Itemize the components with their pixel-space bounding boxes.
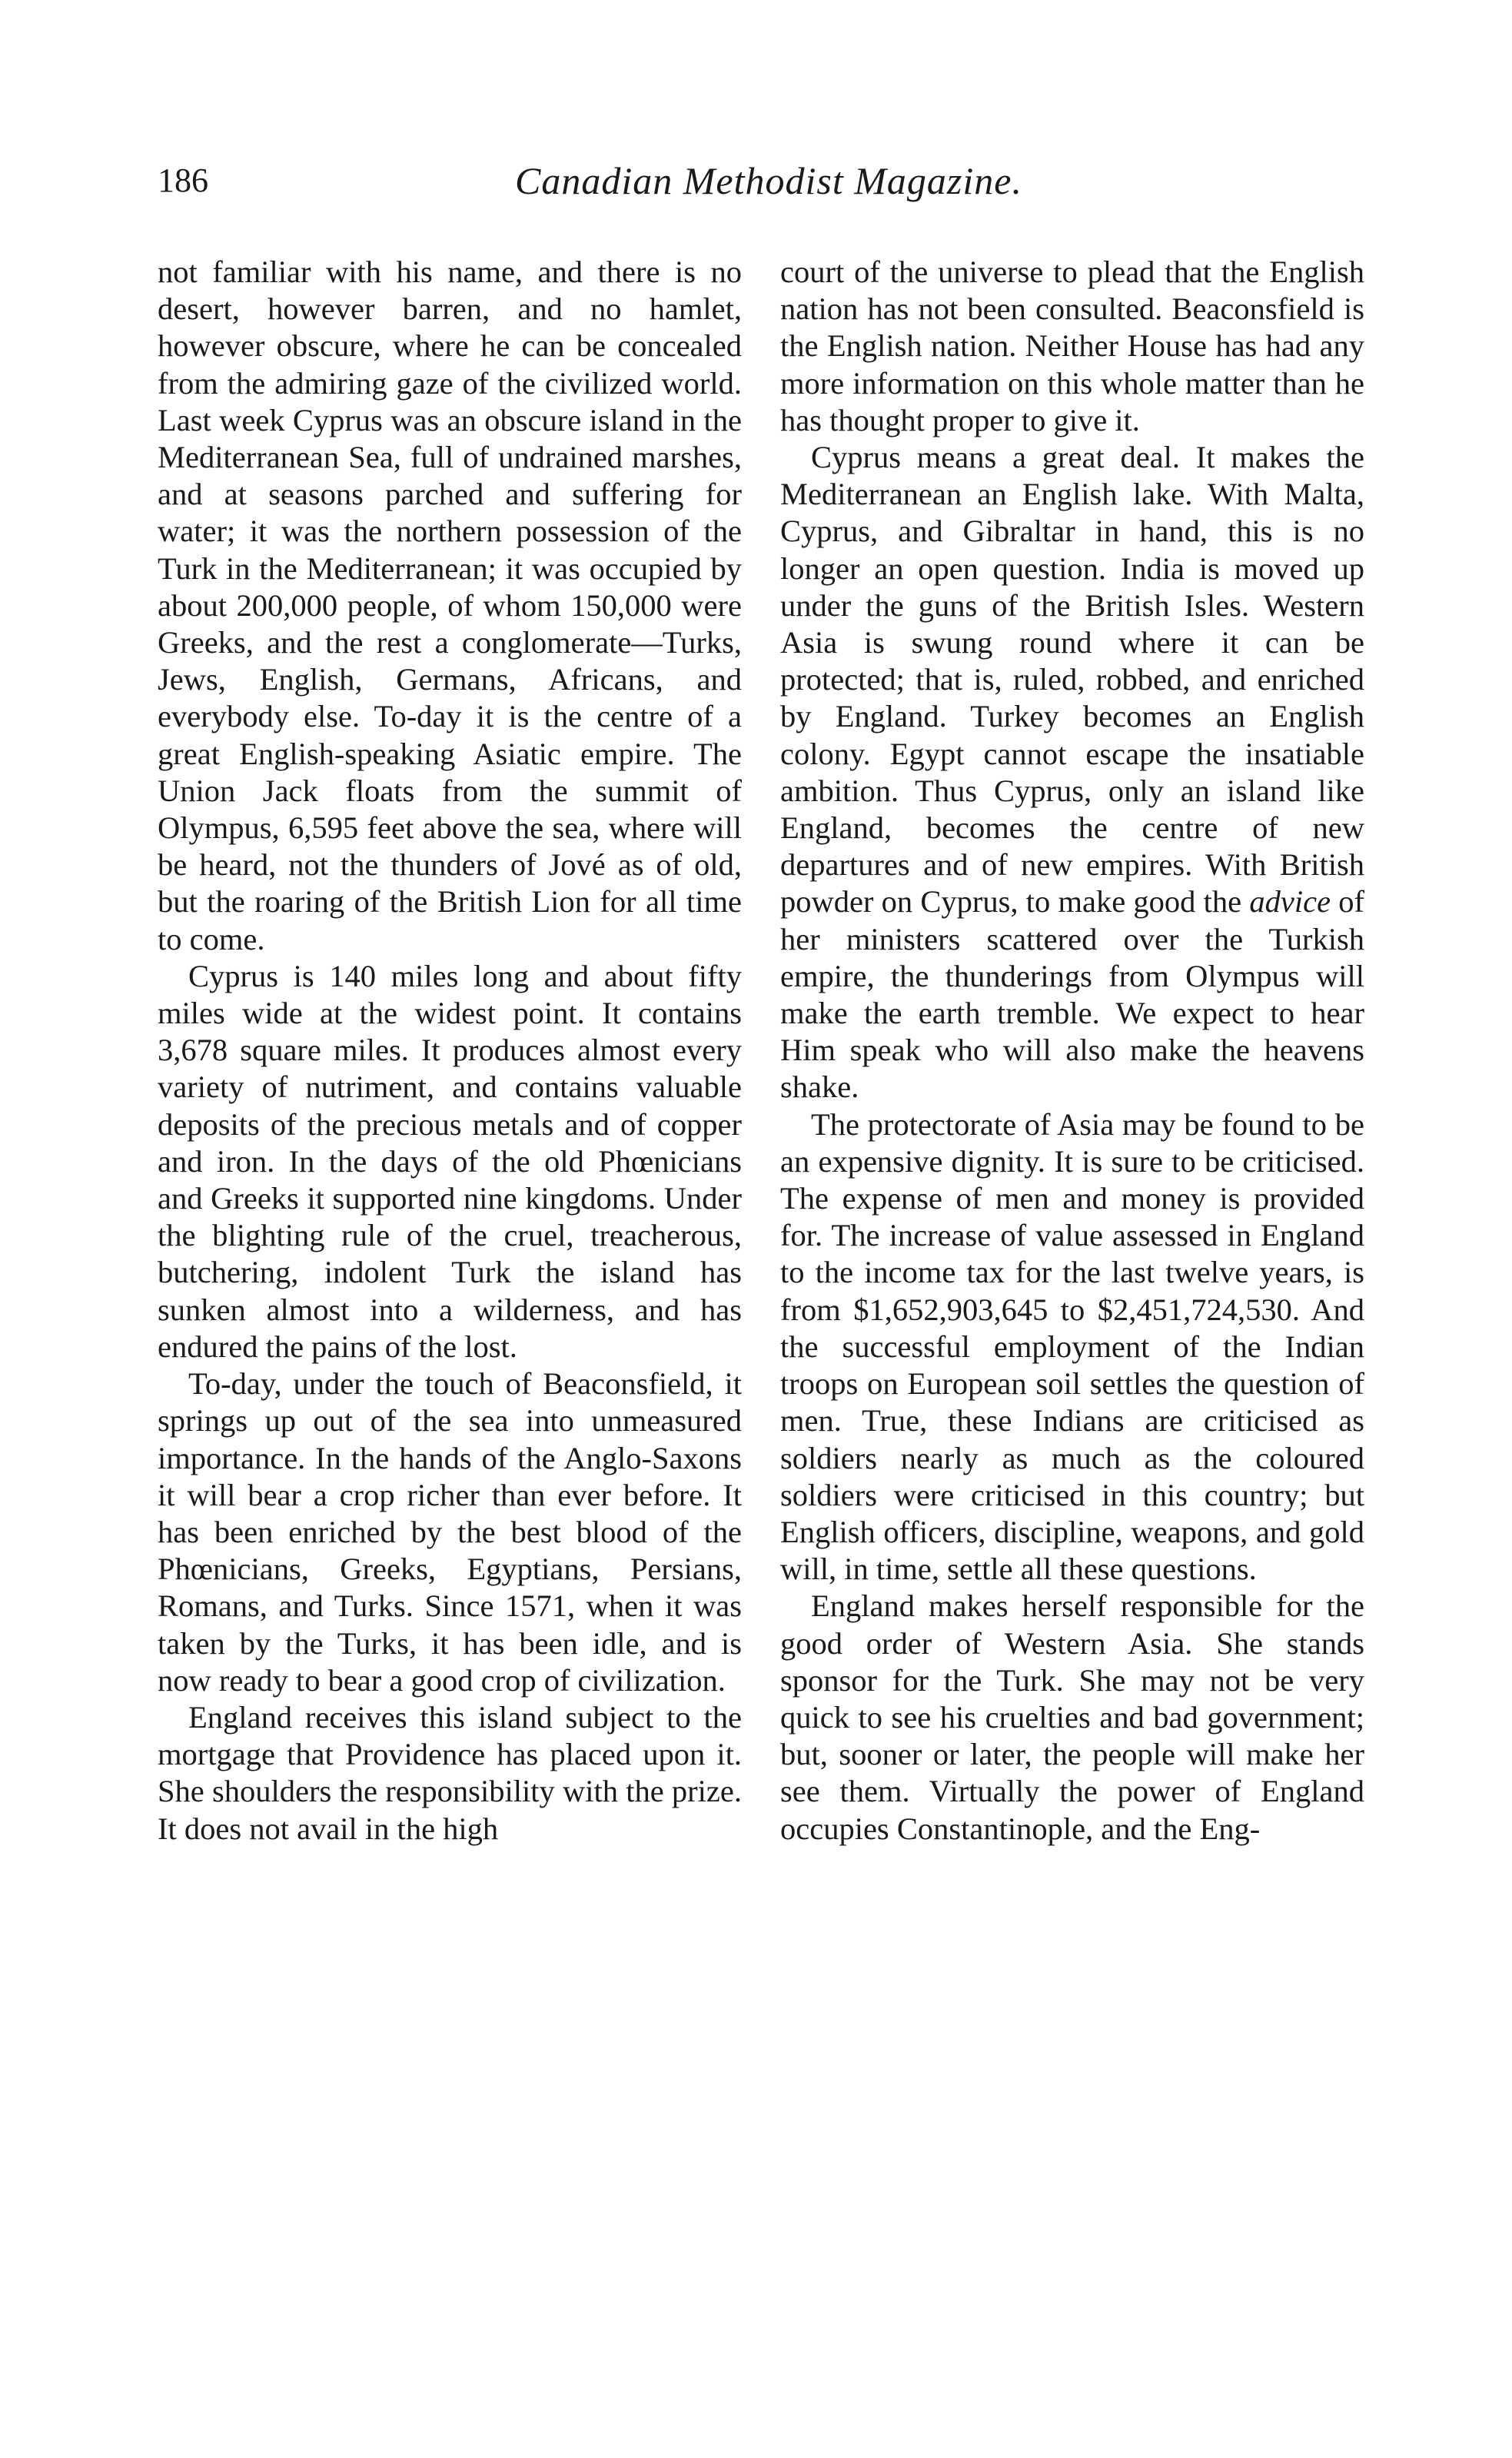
right-paragraph-3: The protectorate of Asia may be found to be an expensive dignity. It is sure to be criticised. The expense of men and money is provided for. The increase of value assessed in England to the income tax for the last twelve years, is from $1,652,903,645 to $2,451,724,530. And the successful employment of the Indian troops on European soil settles the question of men. True, these Indians are criticised as soldiers nearly as much as the coloured soldiers were criticised in this country; but English officers, discipline, weapons, and gold will, in time, settle all these questions. <box>780 1106 1364 1587</box>
journal-title: Canadian Methodist Magazine. <box>515 159 1022 202</box>
running-head <box>158 158 1380 211</box>
page-number: 186 <box>158 161 208 199</box>
right-paragraph-1: court of the universe to plead that the English nation has not been consulted. Beaconsfield is the English nation. Neither House has had any more information on this whole matter than he has thought proper to give it. <box>780 254 1364 437</box>
right-paragraph-2-rest: of her ministers scattered over the Turkish empire, the thunderings from Olympus will make the earth tremble. We expect to hear Him speak who will also make the heavens shake. <box>780 884 1365 1105</box>
right-paragraph-2-text: Cyprus means a great deal. It makes the Mediterranean an English lake. With Malta, Cyprus, and Gibraltar in hand, this is no longer an open question. India is moved up under the guns of the British Isles. Western Asia is swung round where it can be protected; that is, ruled, robbed, and enriched by England. Turkey becomes an English colony. Egypt cannot escape the insatiable ambition. Thus Cyprus, only an island like England, becomes the centre of new departures and of new empires. With British powder on Cyprus, to make good the <box>780 440 1364 920</box>
left-paragraph-4: England receives this island subject to the mortgage that Providence has placed upon it. She shoulders the responsibility with the prize. It does not avail in the high <box>158 1699 742 1846</box>
right-column <box>780 254 1364 1848</box>
right-paragraph-2 <box>780 439 1364 1106</box>
left-column <box>158 254 742 1848</box>
right-paragraph-4: England makes herself responsible for the good order of Western Asia. She stands sponsor for the Turk. She may not be very quick to see his cruelties and bad government; but, sooner or later, the people will make her see them. Virtually the power of England occupies Constantinople, and the Eng- <box>780 1588 1364 1846</box>
left-paragraph-2: Cyprus is 140 miles long and about fifty miles wide at the widest point. It contains 3,678 square miles. It produces almost every variety of nutriment, and contains valuable deposits of the precious metals and of copper and iron. In the days of the old Phœnicians and Greeks it supported nine kingdoms. Under the blighting rule of the cruel, treacherous, butchering, indolent Turk the island has sunken almost into a wilderness, and has endured the pains of the lost. <box>158 958 742 1364</box>
left-paragraph-3: To-day, under the touch of Beaconsfield, it springs up out of the sea into unmeasured importance. In the hands of the Anglo-Saxons it will bear a crop richer than ever before. It has been enriched by the best blood of the Phœnicians, Greeks, Egyptians, Persians, Romans, and Turks. Since 1571, when it was taken by the Turks, it has been idle, and is now ready to bear a good crop of civilization. <box>158 1366 742 1698</box>
right-paragraph-2-emphasis: advice <box>1249 884 1331 920</box>
left-paragraph-1: not familiar with his name, and there is no desert, however barren, and no hamlet, however obscure, where he can be concealed from the admiring gaze of the civilized world. Last week Cyprus was an obscure island in the Mediterranean Sea, full of undrained marshes, and at seasons parched and suffering for water; it was the northern possession of the Turk in the Mediterranean; it was occupied by about 200,000 people, of whom 150,000 were Greeks, and the rest a conglomerate—Turks, Jews, English, Germans, Africans, and everybody else. To-day it is the centre of a great English-speaking Asiatic empire. The Union Jack floats from the summit of Olympus, 6,595 feet above the sea, where will be heard, not the thunders of Jové as of old, but the roaring of the British Lion for all time to come. <box>158 254 742 956</box>
